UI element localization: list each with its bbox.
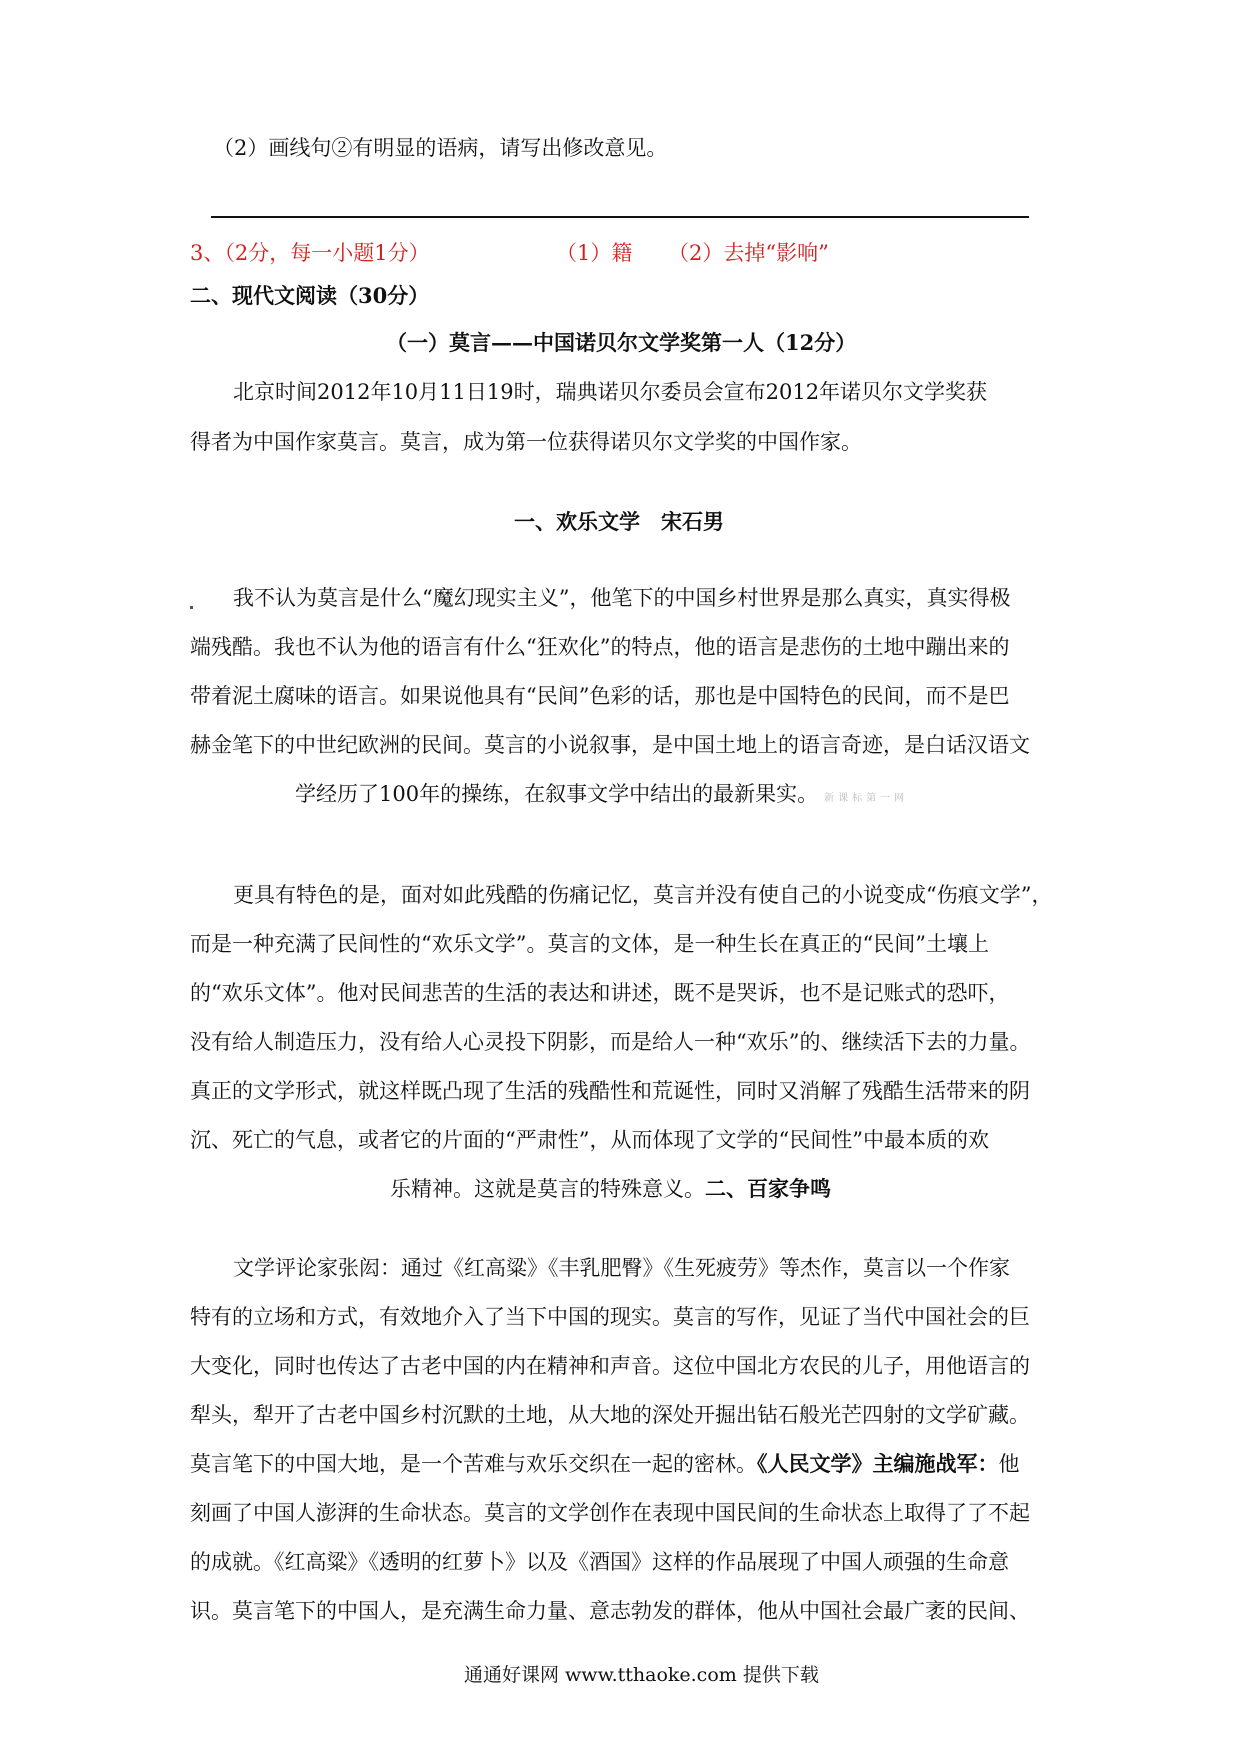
paragraph-line: 的成就。《红高粱》《透明的红萝卜》以及《酒国》这样的作品展现了中国人顽强的生命意: [190, 1550, 1009, 1574]
page-footer: 通通好课网 www.tthaoke.com 提供下载: [464, 1664, 819, 1686]
question-2-text: （2）画线句②有明显的语病，请写出修改意见。: [213, 136, 668, 160]
paragraph-text: 乐精神。这就是莫言的特殊意义。: [390, 1177, 705, 1201]
paragraph-line: 真正的文学形式，就这样既凸现了生活的残酷性和荒诞性，同时又消解了残酷生活带来的阴: [190, 1079, 1030, 1103]
section-title: 二、现代文阅读（30分）: [190, 283, 430, 308]
paragraph-line: [390, 1174, 831, 1204]
article-title: （一）莫言——中国诺贝尔文学奖第一人（12分）: [386, 330, 857, 355]
stray-mark: [190, 606, 193, 609]
answer-3-part2: （2）去掉“影响”: [668, 241, 829, 265]
paragraph-line: 大变化，同时也传达了古老中国的内在精神和声音。这位中国北方农民的儿子，用他语言的: [190, 1354, 1030, 1378]
paragraph-line: [295, 779, 908, 814]
paragraph-line: 赫金笔下的中世纪欧洲的民间。莫言的小说叙事，是中国土地上的语言奇迹，是白话汉语文: [190, 733, 1030, 757]
paragraph-line: 带着泥土腐味的语言。如果说他具有“民间”色彩的话，那也是中国特色的民间，而不是巴: [190, 684, 1010, 708]
paragraph-line: 而是一种充满了民间性的“欢乐文学”。莫言的文体，是一种生长在真正的“民间”土壤上: [190, 932, 989, 956]
watermark-text: 新课标第一网: [824, 793, 909, 804]
part1-title: 一、欢乐文学 宋石男: [514, 509, 724, 534]
paragraph-line: 我不认为莫言是什么“魔幻现实主义”，他笔下的中国乡村世界是那么真实，真实得极: [233, 586, 1011, 610]
answer-3-label: 3、（2分，每一小题1分）: [190, 241, 430, 265]
paragraph-line: 没有给人制造压力，没有给人心灵投下阴影，而是给人一种“欢乐”的、继续活下去的力量。: [190, 1030, 1031, 1054]
paragraph-line: 沉、死亡的气息，或者它的片面的“严肃性”，从而体现了文学的“民间性”中最本质的欢: [190, 1128, 989, 1152]
paragraph-line: 文学评论家张闳：通过《红高粱》《丰乳肥臀》《生死疲劳》等杰作，莫言以一个作家: [233, 1256, 1010, 1280]
paragraph-line: 特有的立场和方式，有效地介入了当下中国的现实。莫言的写作，见证了当代中国社会的巨: [190, 1305, 1030, 1329]
paragraph-line: 的“欢乐文体”。他对民间悲苦的生活的表达和讲述，既不是哭诉，也不是记账式的恐吓，: [190, 981, 1010, 1005]
answer-3-part1: （1）籍: [556, 241, 633, 265]
answer-underline: [211, 216, 1029, 218]
paragraph-line: 识。莫言笔下的中国人，是充满生命力量、意志勃发的群体，他从中国社会最广袤的民间、: [190, 1599, 1030, 1623]
intro-line: 北京时间2012年10月11日19时，瑞典诺贝尔委员会宣布2012年诺贝尔文学奖获: [233, 380, 988, 404]
paragraph-line: 犁头，犁开了古老中国乡村沉默的土地，从大地的深处开掘出钻石般光芒四射的文学矿藏。: [190, 1403, 1030, 1427]
intro-line: 得者为中国作家莫言。莫言，成为第一位获得诺贝尔文学奖的中国作家。: [190, 430, 862, 454]
paragraph-text: 他: [998, 1452, 1020, 1476]
paragraph-line: [190, 1449, 1020, 1479]
part2-title: 二、百家争鸣: [705, 1176, 831, 1201]
paragraph-text: 莫言笔下的中国大地，是一个苦难与欢乐交织在一起的密林。: [190, 1452, 757, 1476]
paragraph-line: 刻画了中国人澎湃的生命状态。莫言的文学创作在表现中国民间的生命状态上取得了了不起: [190, 1501, 1030, 1525]
paragraph-line: 更具有特色的是，面对如此残酷的伤痛记忆，莫言并没有使自己的小说变成“伤痕文学”，: [233, 883, 1053, 907]
paragraph-text: 学经历了100年的操练，在叙事文学中结出的最新果实。: [295, 782, 819, 806]
quoted-speaker: 《人民文学》主编施战军：: [757, 1451, 999, 1476]
paragraph-line: 端残酷。我也不认为他的语言有什么“狂欢化”的特点，他的语言是悲伤的土地中蹦出来的: [190, 635, 1010, 659]
